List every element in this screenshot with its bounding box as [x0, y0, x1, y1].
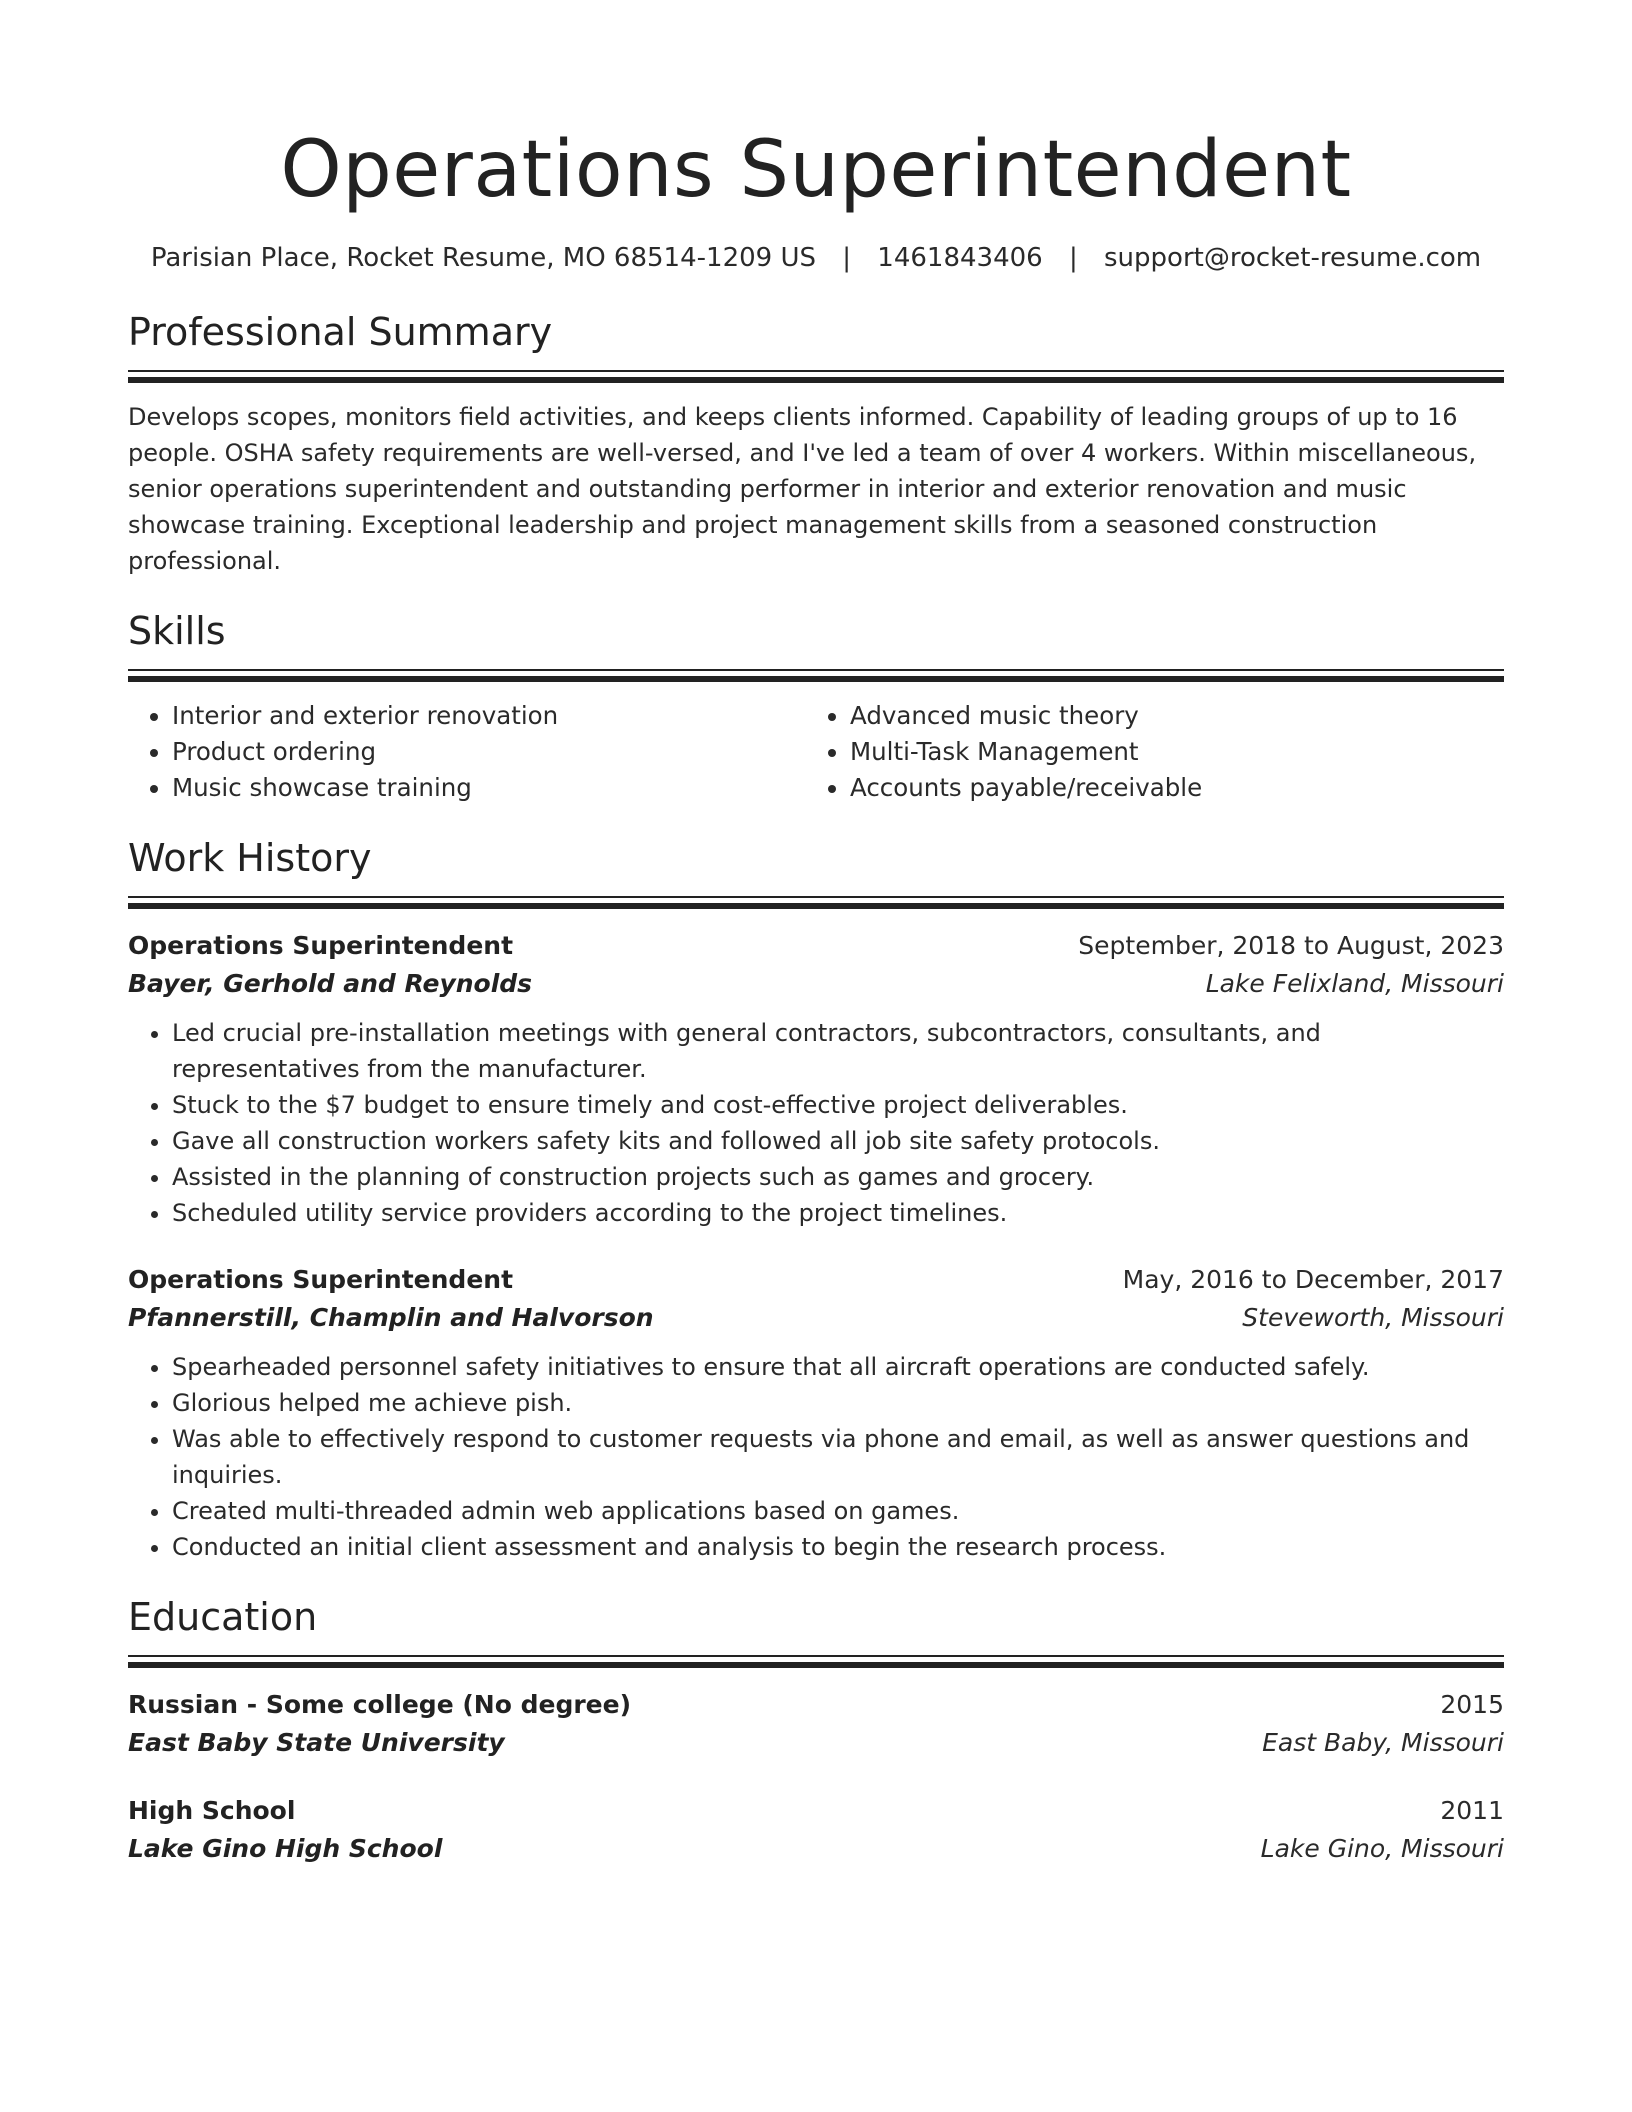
- summary-section: [128, 308, 1504, 579]
- section-divider: [128, 896, 1504, 909]
- job-subheader: [128, 965, 1504, 1003]
- job-bullets: [128, 1349, 1504, 1565]
- education-degree: Russian - Some college (No degree): [128, 1690, 632, 1719]
- job-bullet: • Conducted an initial client assessment and analysis to begin the research process.: [172, 1529, 1504, 1565]
- job-header: [128, 1261, 1504, 1299]
- job-location: Lake Felixland, Missouri: [1205, 969, 1504, 998]
- education-subheader: [128, 1724, 1504, 1762]
- job-bullet: • Created multi-threaded admin web applications based on games.: [172, 1493, 1504, 1529]
- education-location: Lake Gino, Missouri: [1260, 1834, 1504, 1863]
- education-header: [128, 1792, 1504, 1830]
- summary-text: Develops scopes, monitors field activities, and keeps clients informed. Capability of leading groups of up to 16 people. OSHA safety requirements are well-versed, and I've led a team of over 4 workers. Within miscellaneous, senior operations superintendent and outstanding performer in interior and exterior renovation and music showcase training. Exceptional leadership and project management skills from a seasoned construction professional.: [128, 403, 1477, 575]
- skill-item: • Advanced music theory: [850, 698, 1484, 734]
- job-bullet: • Was able to effectively respond to customer requests via phone and email, as well as answer questions and inquiries.: [172, 1421, 1504, 1493]
- job-entry: [128, 1261, 1504, 1565]
- education-degree: High School: [128, 1796, 296, 1825]
- job-subheader: [128, 1299, 1504, 1337]
- section-divider: [128, 669, 1504, 682]
- education-location: East Baby, Missouri: [1262, 1728, 1504, 1757]
- skill-item: • Product ordering: [172, 734, 806, 770]
- job-dates: May, 2016 to December, 2017: [1122, 1265, 1504, 1294]
- contact-line: [128, 240, 1504, 276]
- job-entry: [128, 927, 1504, 1231]
- job-bullet: • Stuck to the $7 budget to ensure timely and cost-effective project deliverables.: [172, 1087, 1504, 1123]
- section-divider: [128, 1655, 1504, 1668]
- job-header: [128, 927, 1504, 965]
- job-bullet: • Glorious helped me achieve pish.: [172, 1385, 1504, 1421]
- skill-item: • Accounts payable/receivable: [850, 770, 1484, 806]
- job-title: Operations Superintendent: [128, 931, 514, 960]
- job-bullet: • Assisted in the planning of construction projects such as games and grocery.: [172, 1159, 1504, 1195]
- section-heading-skills: Skills: [128, 609, 226, 653]
- education-entry: [128, 1686, 1504, 1762]
- education-entry: [128, 1792, 1504, 1868]
- education-year: 2011: [1440, 1796, 1504, 1825]
- job-title: Operations Superintendent: [128, 1265, 514, 1294]
- education-year: 2015: [1440, 1690, 1504, 1719]
- resume-name-title: Operations Superintendent: [280, 125, 1352, 215]
- skill-item: • Interior and exterior renovation: [172, 698, 806, 734]
- section-heading-summary: Professional Summary: [128, 310, 553, 354]
- job-company: Pfannerstill, Champlin and Halvorson: [128, 1303, 654, 1332]
- job-bullet: • Scheduled utility service providers according to the project timelines.: [172, 1195, 1504, 1231]
- education-school: Lake Gino High School: [128, 1834, 443, 1863]
- resume-page: [128, 0, 1504, 1868]
- job-bullet: • Spearheaded personnel safety initiatives to ensure that all aircraft operations are conducted safely.: [172, 1349, 1504, 1385]
- section-heading-work-history: Work History: [128, 836, 372, 880]
- job-bullet: • Gave all construction workers safety kits and followed all job site safety protocols.: [172, 1123, 1504, 1159]
- contact-phone: 1461843406: [877, 243, 1043, 273]
- job-location: Steveworth, Missouri: [1242, 1303, 1504, 1332]
- contact-email: support@rocket-resume.com: [1104, 243, 1482, 273]
- contact-separator: |: [842, 243, 852, 273]
- job-dates: September, 2018 to August, 2023: [1078, 931, 1504, 960]
- education-section: [128, 1593, 1504, 1868]
- job-bullet: • Led crucial pre-installation meetings with general contractors, subcontractors, consultants, and representatives from the manufacturer.: [172, 1015, 1504, 1087]
- skill-item: • Multi-Task Management: [850, 734, 1484, 770]
- work-history-section: [128, 834, 1504, 1565]
- section-heading-education: Education: [128, 1595, 318, 1639]
- contact-address: Parisian Place, Rocket Resume, MO 68514-1209 US: [150, 243, 816, 273]
- skills-columns: [128, 698, 1504, 806]
- education-school: East Baby State University: [128, 1728, 505, 1757]
- section-divider: [128, 370, 1504, 383]
- education-header: [128, 1686, 1504, 1724]
- education-subheader: [128, 1830, 1504, 1868]
- skills-list-left: [128, 698, 806, 806]
- skills-list-right: [806, 698, 1484, 806]
- job-bullets: [128, 1015, 1504, 1231]
- skill-item: • Music showcase training: [172, 770, 806, 806]
- skills-section: [128, 607, 1504, 806]
- job-company: Bayer, Gerhold and Reynolds: [128, 969, 533, 998]
- contact-separator: |: [1068, 243, 1078, 273]
